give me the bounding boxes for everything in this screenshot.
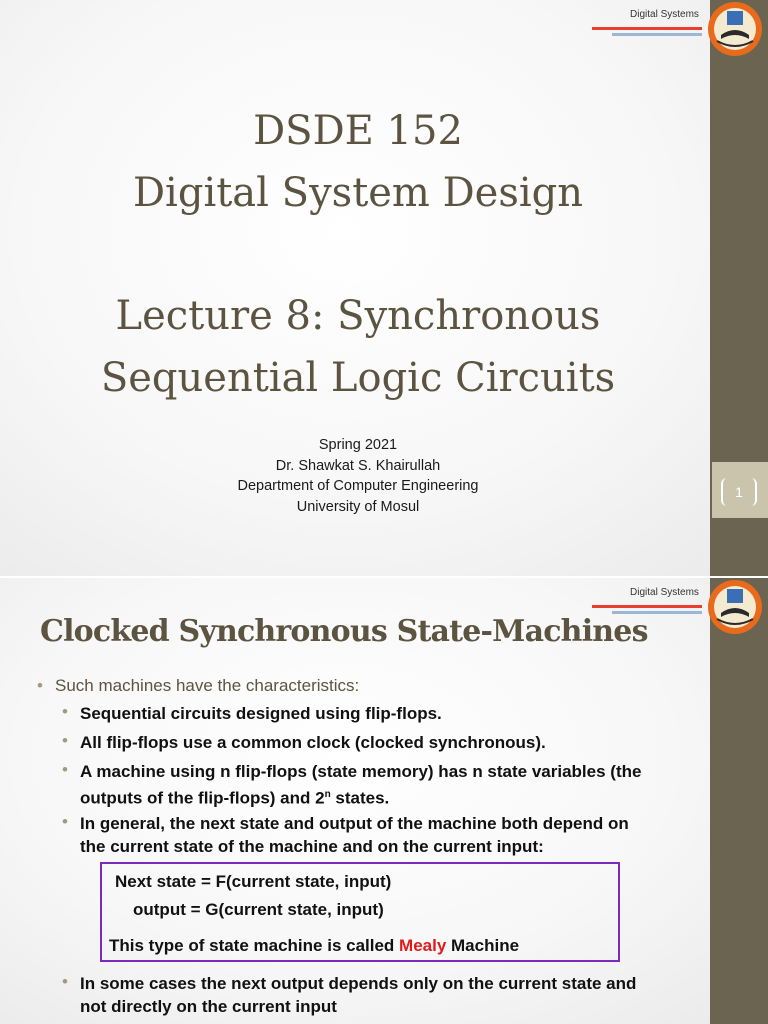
bullet-3-line1: A machine using n flip-flops (state memory) has n state variables (the [80, 762, 642, 781]
bullet-3 [80, 760, 708, 810]
instructor: Dr. Shawkat S. Khairullah [275, 457, 441, 474]
subtitle-block [0, 435, 716, 517]
slide-title: Clocked Synchronous State-Machines [40, 614, 648, 649]
intro-text: Such machines have the characteristics: [55, 676, 360, 695]
bullet-1: Sequential circuits designed using flip-flops. [80, 704, 442, 723]
term: Spring 2021 [318, 437, 398, 453]
output-equation: output = G(current state, input) [133, 900, 384, 919]
bullet-5 [80, 972, 708, 1018]
bullet-dot: • [62, 812, 68, 831]
header-red-line [592, 27, 702, 30]
bullet-3-line2-text: outputs of the flip-flops) and 2 [80, 788, 325, 808]
bullet-dot: • [62, 702, 68, 721]
lecture-title-line2: Sequential Logic Circuits [100, 355, 616, 401]
mealy-statement-post: Machine [446, 936, 520, 955]
mealy-statement-pre: This type of state machine is called [109, 936, 400, 955]
bullet-dot: • [62, 731, 68, 750]
bullet-4 [80, 812, 708, 858]
exponent: n [324, 789, 331, 800]
bullet-4-line2: the current state of the machine and on the current input: [80, 837, 544, 856]
bullet-dot: • [62, 760, 68, 779]
bullet-3-line2-tail: states. [330, 788, 390, 808]
header-label: Digital Systems [630, 9, 699, 20]
content-slide [0, 578, 768, 1024]
page-number: 1 [721, 478, 757, 506]
course-code: DSDE 152 [253, 108, 463, 154]
header-blue-line [612, 33, 702, 36]
bullet-2: All flip-flops use a common clock (clocked synchronous). [80, 733, 546, 752]
bullet-3-line2 [80, 783, 708, 810]
university: University of Mosul [296, 498, 420, 515]
university-logo-icon [705, 579, 765, 635]
mealy-statement [109, 936, 519, 956]
department: Department of Computer Engineering [237, 478, 479, 494]
bullet-dot: • [62, 972, 68, 991]
course-name: Digital System Design [132, 170, 584, 216]
next-state-equation: Next state = F(current state, input) [115, 872, 392, 891]
bullet-4-line1: In general, the next state and output of the machine both depend on [80, 814, 629, 833]
header-label: Digital Systems [630, 587, 699, 598]
sidebar-bar [710, 578, 768, 1024]
bullet-5-line1: In some cases the next output depends only on the current state and [80, 974, 637, 993]
bullet-5-line2: not directly on the current input [80, 997, 337, 1016]
header-red-line [592, 605, 702, 608]
lecture-title-line1: Lecture 8: Synchronous [115, 293, 601, 339]
mealy-highlight: Mealy [399, 936, 447, 955]
university-logo-icon [705, 1, 765, 57]
bullet-dot: • [37, 676, 43, 695]
